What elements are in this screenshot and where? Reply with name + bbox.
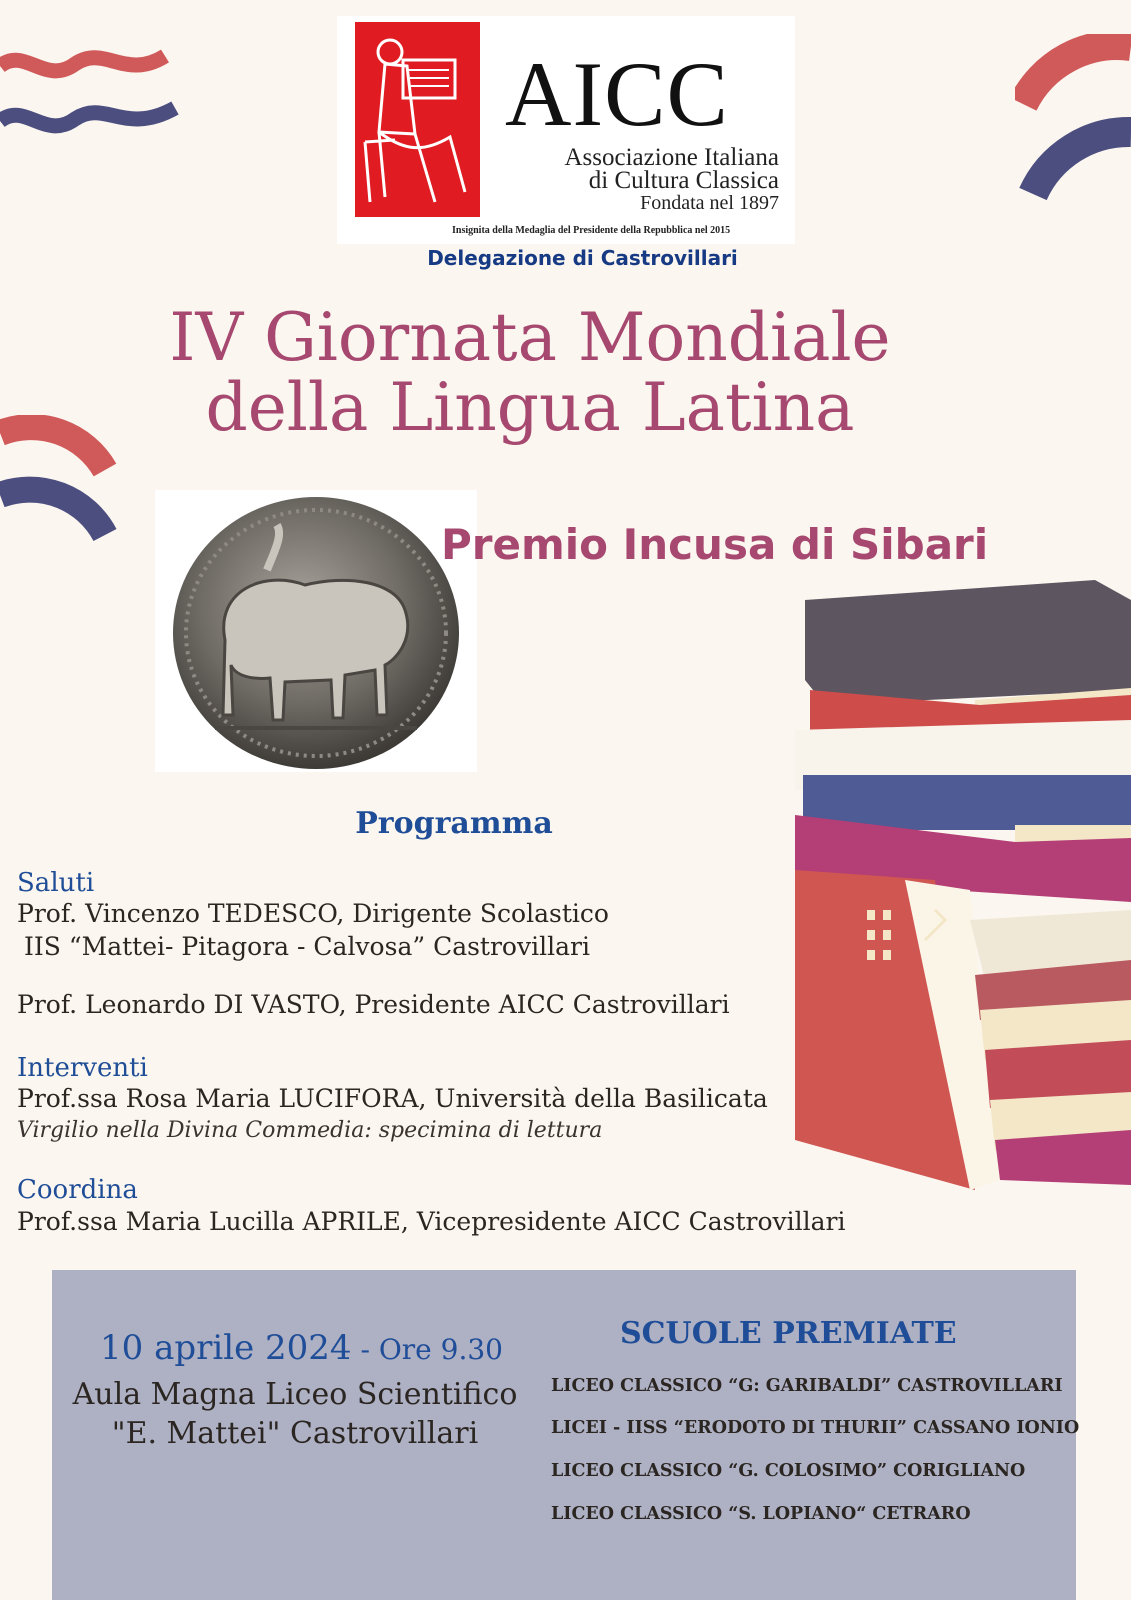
award-title: Premio Incusa di Sibari <box>441 520 989 569</box>
event-date: 10 aprile 2024 <box>100 1328 352 1368</box>
school-item: LICEO CLASSICO “S. LOPIANO“ CETRARO <box>551 1504 971 1524</box>
saluti-speaker-1-institution: IIS “Mattei- Pitagora - Calvosa” Castrovillari <box>24 932 590 961</box>
interventi-talk-title: Virgilio nella Divina Commedia: specimina di lettura <box>17 1118 603 1143</box>
logo-emblem <box>355 22 480 217</box>
interventi-speaker: Prof.ssa Rosa Maria LUCIFORA, Università della Basilicata <box>17 1084 768 1113</box>
wave-decoration-top-right <box>1015 34 1131 209</box>
logo-medal-note: Insignita della Medaglia del Presidente della Repubblica nel 2015 <box>452 225 731 236</box>
event-date-time <box>100 1328 503 1368</box>
logo-acronym: AICC <box>505 43 729 145</box>
title-line-2: della Lingua Latina <box>205 369 855 446</box>
event-time: Ore 9.30 <box>378 1333 503 1366</box>
coin-image <box>155 490 477 772</box>
bull-coin-icon <box>155 490 477 772</box>
seated-figure-icon <box>355 22 480 217</box>
interventi-label: Interventi <box>17 1053 148 1083</box>
coordina-label: Coordina <box>17 1175 138 1205</box>
school-item: LICEI - IISS “ERODOTO DI THURII” CASSANO IONIO <box>551 1418 1080 1438</box>
logo-name-line-2: di Cultura Classica <box>588 167 779 194</box>
programma-heading: Programma <box>355 806 553 841</box>
school-item: LICEO CLASSICO “G: GARIBALDI” CASTROVILLARI <box>551 1376 1063 1396</box>
saluti-speaker-2: Prof. Leonardo DI VASTO, Presidente AICC Castrovillari <box>17 990 730 1019</box>
date-separator: - <box>351 1333 379 1366</box>
venue-line-2: "E. Mattei" Castrovillari <box>111 1416 479 1451</box>
wave-decoration-top-left <box>0 36 180 146</box>
coordina-speaker: Prof.ssa Maria Lucilla APRILE, Vicepresidente AICC Castrovillari <box>17 1207 846 1236</box>
logo-founded: Fondata nel 1897 <box>640 192 779 214</box>
books-stack-icon <box>795 580 1131 1190</box>
title-line-1: IV Giornata Mondiale <box>169 299 891 376</box>
school-item: LICEO CLASSICO “G. COLOSIMO” CORIGLIANO <box>551 1461 1026 1481</box>
logo-name-line-1: Associazione Italiana <box>564 144 779 171</box>
event-title <box>0 299 1060 446</box>
saluti-label: Saluti <box>17 868 95 898</box>
delegation-label: Delegazione di Castrovillari <box>427 246 738 270</box>
venue-line-1: Aula Magna Liceo Scientifico <box>72 1377 518 1412</box>
awarded-schools-heading: SCUOLE PREMIATE <box>620 1316 957 1351</box>
saluti-speaker-1: Prof. Vincenzo TEDESCO, Dirigente Scolastico <box>17 899 609 928</box>
